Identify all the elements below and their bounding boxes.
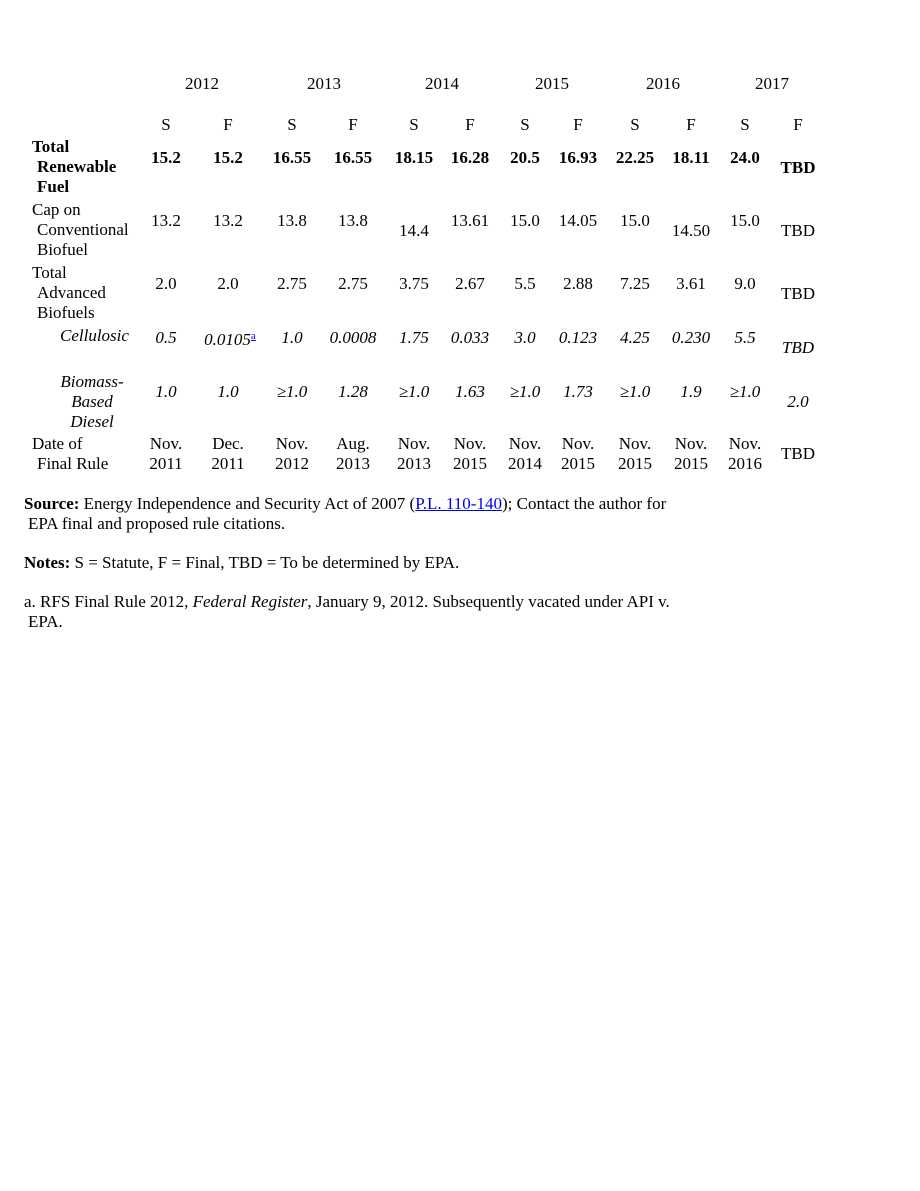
subheader-f: F [465, 115, 475, 134]
footnote-a-link[interactable]: a [250, 330, 256, 342]
cell-value: 1.63 [455, 382, 485, 401]
cell-value: 15.0 [730, 211, 760, 230]
row-label-line: Renewable [37, 157, 117, 176]
cell-value: 0.123 [558, 328, 598, 347]
cell-value [397, 434, 431, 474]
cell-value: 16.93 [558, 148, 598, 167]
cell-value [561, 434, 595, 474]
cell-line: 2011 [211, 454, 245, 473]
cell-value: 13.8 [277, 211, 307, 230]
year-header: 2012 [185, 74, 219, 93]
cell-value: 2.75 [277, 274, 307, 293]
notes-label: Notes: [24, 553, 71, 572]
subheader-f: F [223, 115, 233, 134]
cell-value: 13.8 [338, 211, 368, 230]
subheader-f: F [686, 115, 696, 134]
cell-value: 20.5 [510, 148, 540, 167]
cell-line: 2016 [728, 454, 762, 473]
cell-value: ≥1.0 [398, 382, 430, 401]
cell-line: 2012 [275, 454, 309, 473]
cell-value-text: 0.0105 [204, 330, 251, 349]
row-label-line: Biomass- [60, 372, 124, 391]
row-label [32, 200, 129, 260]
cell-value: 13.2 [151, 211, 181, 230]
year-header: 2013 [307, 74, 341, 93]
cell-value: 15.0 [620, 211, 650, 230]
cell-line: Nov. [674, 434, 708, 453]
subheader-f: F [793, 115, 803, 134]
cell-value: TBD [780, 158, 816, 177]
cell-value: TBD [781, 444, 815, 463]
cell-value: 15.2 [213, 148, 243, 167]
cell-line: Aug. [336, 434, 370, 453]
cell-value: 13.61 [450, 211, 490, 230]
cell-value [149, 434, 182, 474]
cell-value: 9.0 [734, 274, 756, 293]
source-text-before: Energy Independence and Security Act of 2007 ( [79, 494, 416, 513]
cell-value: 22.25 [615, 148, 655, 167]
row-label-line: Total [32, 263, 67, 282]
row-label-line: Advanced [37, 283, 106, 302]
cell-value [453, 434, 487, 474]
cell-value [204, 330, 256, 350]
row-label-line: Diesel [70, 412, 114, 431]
cell-value [618, 434, 652, 474]
row-label-line: Date of [32, 434, 83, 453]
cell-value: 15.2 [151, 148, 181, 167]
cell-value: 16.55 [333, 148, 373, 167]
subheader-s: S [409, 115, 419, 134]
year-header: 2015 [535, 74, 569, 93]
footnote-line-2: EPA. [28, 612, 63, 631]
row-label-line: Fuel [37, 177, 70, 196]
cell-value: 5.5 [514, 274, 536, 293]
cell-line: Nov. [618, 434, 652, 453]
source-line-2: EPA final and proposed rule citations. [28, 514, 286, 533]
cell-value: 18.15 [394, 148, 434, 167]
cell-line: 2015 [453, 454, 487, 473]
cell-value [674, 434, 708, 474]
cell-value: 2.0 [217, 274, 239, 293]
cell-line: Dec. [212, 434, 244, 453]
cell-value: 1.73 [563, 382, 593, 401]
source-note [24, 494, 724, 534]
cell-value: 15.0 [510, 211, 540, 230]
cell-value: 3.61 [676, 274, 706, 293]
subheader-s: S [161, 115, 171, 134]
cell-value: 0.0008 [329, 328, 377, 347]
cell-value: 2.67 [455, 274, 485, 293]
subheader-s: S [630, 115, 640, 134]
cell-line: 2011 [149, 454, 183, 473]
cell-value: 0.033 [450, 328, 490, 347]
cell-value: TBD [781, 221, 815, 240]
row-label [60, 372, 123, 432]
row-label-line: Biofuels [37, 303, 95, 322]
source-text-after: ); Contact the author for [501, 494, 667, 513]
cell-value [211, 434, 244, 474]
cell-value: ≥1.0 [729, 382, 761, 401]
cell-value: 5.5 [734, 328, 756, 347]
footnote-suffix: , January 9, 2012. Subsequently vacated under API v. [307, 592, 670, 611]
cell-line: Nov. [508, 434, 542, 453]
year-header: 2016 [646, 74, 680, 93]
row-label-line: Total [32, 137, 70, 156]
cell-value: TBD [781, 338, 815, 357]
cell-value [275, 434, 309, 474]
cell-value: 2.0 [155, 274, 177, 293]
cell-line: Nov. [397, 434, 431, 453]
cell-value: 14.05 [558, 211, 598, 230]
public-law-link[interactable]: P.L. 110-140 [415, 494, 502, 513]
cell-line: Nov. [453, 434, 487, 453]
cell-line: 2015 [561, 454, 595, 473]
source-label: Source: [24, 494, 80, 513]
cell-value: 1.28 [338, 382, 368, 401]
cell-value: 14.4 [399, 221, 429, 240]
cell-value: 2.88 [563, 274, 593, 293]
cell-line: 2013 [397, 454, 431, 473]
cell-value: 1.0 [217, 382, 239, 401]
cell-value: 16.28 [450, 148, 490, 167]
row-label-line: Cellulosic [60, 326, 129, 345]
year-header: 2017 [755, 74, 789, 93]
cell-value: 0.5 [155, 328, 177, 347]
cell-value: 1.75 [399, 328, 429, 347]
cell-value: ≥1.0 [276, 382, 308, 401]
notes [24, 553, 724, 573]
cell-value: ≥1.0 [619, 382, 651, 401]
subheader-s: S [740, 115, 750, 134]
cell-value: 7.25 [620, 274, 650, 293]
footnote-prefix: a. RFS Final Rule 2012, [24, 592, 193, 611]
cell-value: 24.0 [730, 148, 760, 167]
cell-line: 2015 [618, 454, 652, 473]
row-label-line: Conventional [37, 220, 129, 239]
cell-value: 1.9 [680, 382, 702, 401]
cell-value: 14.50 [671, 221, 711, 240]
cell-value: ≥1.0 [509, 382, 541, 401]
cell-value: 4.25 [620, 328, 650, 347]
row-label [60, 326, 129, 346]
subheader-s: S [520, 115, 530, 134]
cell-value: 3.0 [514, 328, 536, 347]
cell-value: 2.0 [787, 392, 809, 411]
cell-line: Nov. [561, 434, 595, 453]
cell-value: 18.11 [672, 148, 710, 167]
subheader-f: F [573, 115, 583, 134]
row-label-line: Final Rule [37, 454, 109, 473]
notes-text: S = Statute, F = Final, TBD = To be determined by EPA. [70, 553, 460, 572]
row-label [32, 434, 108, 474]
cell-value [508, 434, 542, 474]
cell-value [336, 434, 370, 474]
cell-value: 13.2 [213, 211, 243, 230]
cell-value: 0.230 [671, 328, 711, 347]
subheader-s: S [287, 115, 297, 134]
cell-value: 3.75 [399, 274, 429, 293]
row-label-line: Cap on [32, 200, 81, 219]
cell-line: 2015 [674, 454, 708, 473]
cell-line: 2013 [336, 454, 370, 473]
cell-line: Nov. [149, 434, 183, 453]
cell-line: Nov. [275, 434, 309, 453]
year-header: 2014 [425, 74, 459, 93]
cell-line: Nov. [728, 434, 762, 453]
cell-value: 1.0 [281, 328, 303, 347]
row-label-line: Based [71, 392, 113, 411]
cell-value: 16.55 [272, 148, 312, 167]
cell-value: 1.0 [155, 382, 177, 401]
row-label [32, 263, 106, 323]
cell-value [728, 434, 762, 474]
cell-value: TBD [781, 284, 815, 303]
footnote-italic: Federal Register [192, 592, 308, 611]
row-label-line: Biofuel [37, 240, 88, 259]
cell-value: 2.75 [338, 274, 368, 293]
footnote-a [24, 592, 724, 632]
row-label [32, 137, 116, 197]
cell-line: 2014 [508, 454, 542, 473]
subheader-f: F [348, 115, 358, 134]
